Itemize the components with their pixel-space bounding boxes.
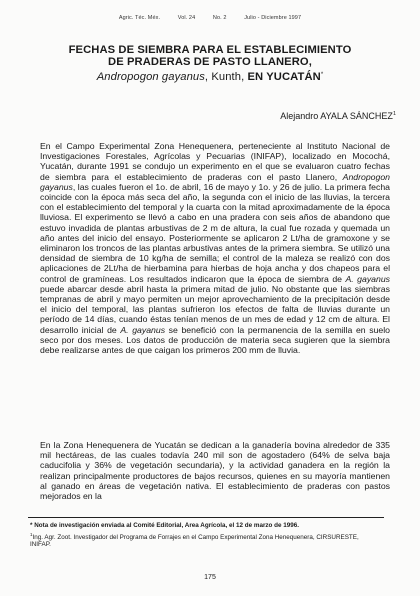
species-name: Andropogon gayanus [40, 171, 390, 192]
running-head [0, 15, 420, 21]
article-title [40, 44, 380, 83]
author-name: Alejandro AYALA SÁNCHEZ [280, 111, 393, 121]
author-footnote-marker: 1 [392, 111, 396, 117]
title-line-2: DE PRADERAS DE PASTO LLANERO, [108, 56, 312, 69]
species-name-short: A. gayanus [345, 273, 391, 284]
footnote-marker: 1 [30, 531, 33, 537]
abstract-paragraph [40, 141, 390, 355]
paragraph1-text-3: puede abarcar desde abril hasta la primera mitad de julio. No obstante que las siembras tempranas de abril y mayo permiten un mejor aprovechamiento de la precipitación desde el inicio del temporal, las plantas sufrieron los efectos de falta de lluvias durante un período de 14 días, cuando éstas tenían menos de un mes de edad y 12 cm de altura. El desarrollo inicial de [40, 283, 390, 335]
journal-volume: Vol. 24 [177, 15, 196, 21]
footnotes [30, 522, 380, 550]
journal-number: No. 2 [212, 15, 227, 21]
title-species-author: , Kunth, [204, 70, 248, 83]
footnote-submission-text: Nota de investigación enviada al Comité Editorial, Area Agrícola, el 12 de marzo de 1996. [34, 522, 299, 529]
footnote-author-text: Ing. Agr. Zoot. Investigador del Programa de Forrajes en el Campo Experimental Zona Henequenera, CIRSURESTE, INIFAP. [30, 533, 359, 549]
footnote-author [30, 531, 380, 549]
title-species: Andropogon gayanus [96, 70, 205, 83]
author-line [280, 111, 396, 121]
paragraph1-text-1: En el Campo Experimental Zona Henequenera, perteneciente al Instituto Nacional de Investigaciones Forestales, Agrícolas y Pecuarias (INIFAP), localizado en Mocochá, Yucatán, durante 1991 se condujo un experimento en el que se evaluaron cuatro fechas de siembra para el establecimiento de praderas con el pasto Llanero, [40, 141, 390, 182]
footnote-submission [30, 522, 380, 530]
journal-period: Julio - Diciembre 1997 [244, 15, 302, 21]
species-name-short: A. gayanus [120, 324, 166, 335]
title-location: EN YUCATÁN [247, 70, 321, 83]
paragraph1-text-4: se benefició con la permanencia de la semilla en suelo seco por dos meses. Los datos de producción de materia seca sugieren que la siembra debe realizarse antes de que caigan los primeros 200 mm de lluvia. [40, 324, 390, 356]
footnote-divider [28, 517, 384, 518]
title-line-3 [40, 69, 380, 83]
title-line-1: FECHAS DE SIEMBRA PARA EL ESTABLECIMIENTO [68, 44, 352, 56]
page-number: 175 [204, 574, 216, 581]
journal-name: Agric. Téc. Méx. [118, 15, 161, 21]
introduction-paragraph: En la Zona Henequenera de Yucatán se dedican a la ganadería bovina alrededor de 335 mil hectáreas, de las cuales todavía 240 mil son de agostadero (64% de selva baja caducifolia y 36% de vegetación secundaria), y la actividad ganadera en la región la realizan principalmente productores de bajos recursos, quienes en su mayoría mantienen al ganado en áreas de vegetación nativa. El establecimiento de praderas con pastos mejorados en la [40, 440, 390, 502]
footnote-marker: * [30, 522, 33, 529]
title-footnote-marker: * [320, 71, 324, 78]
paragraph1-text-2: , las cuales fueron el 1o. de abril, 16 de mayo y 1o. y 26 de julio. La primera fecha coincide con la época más seca del año, la segunda con el inicio de las lluvias, la tercera con el establecimiento del temporal y la cuarta con la mitad aproximadamente de la época lluviosa. El experimento se llevó a cabo en una pradera con seis años de abandono que estuvo invadida de plantas arbustivas de 2 m de altura, la cual fue rozada y quemada un año antes del inicio del ensayo. Posteriormente se aplicaron 2 Lt/ha de gramoxone y se eliminaron los troncos de las plantas arbustivas antes de la primera siembra. Se utilizó una densidad de siembra de 10 kg/ha de semilla; el control de la maleza se realizó con dos aplicaciones de 2Lt/ha de hierbamina para hierbas de hoja ancha y dos chapeos para el control de gramíneas. Los resultados indicaron que la época de siembra de [40, 181, 390, 284]
